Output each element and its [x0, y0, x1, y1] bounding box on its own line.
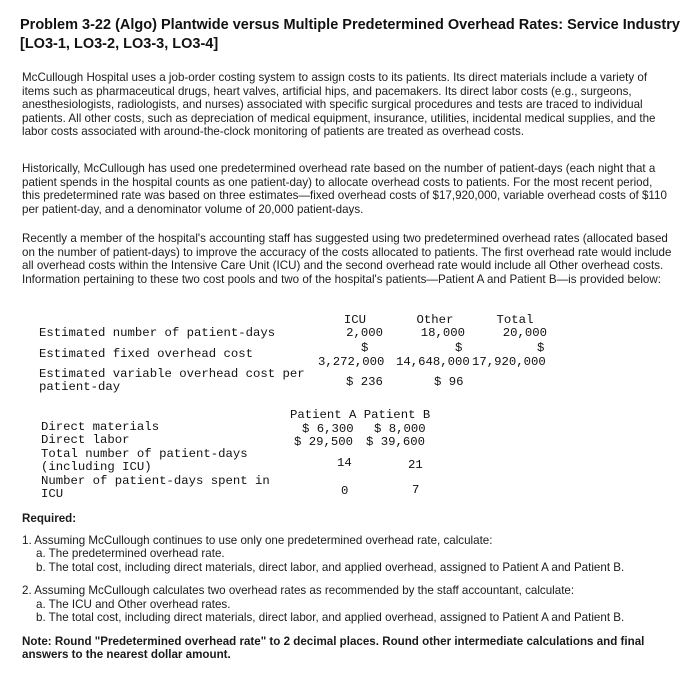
icu-patient-days: 2,000: [346, 326, 383, 340]
patient-a-icu-days: 0: [341, 484, 349, 498]
other-patient-days: 18,000: [420, 326, 465, 340]
required-heading: Required:: [22, 512, 77, 525]
col-header-other: Other: [416, 313, 454, 327]
row-label-icu-days-2: ICU: [41, 487, 64, 501]
paragraph-history: Historically, McCullough has used one predetermined overhead rate based on the number of patient-days (each night that a patient spends in the hospital counts as one patient-day) to allocate overhead costs to patients. For the most recent period, this predetermined rate was based on three estimates—fixed overhead costs of $17,920,000, variable overhead costs of $110 per patient-day, and a denominator volume of 20,000 patient-days.: [22, 162, 667, 216]
question-2a: a. The ICU and Other overhead rates.: [36, 597, 231, 611]
row-label-total-patient-days-1: Total number of patient-days: [41, 447, 248, 461]
patient-a-direct-materials: $ 6,300: [302, 422, 354, 436]
patient-b-direct-labor: $ 39,600: [366, 435, 426, 449]
row-label-variable-overhead-1: Estimated variable overhead cost per: [39, 367, 305, 381]
question-1a: a. The predetermined overhead rate.: [36, 547, 225, 560]
question-1b: b. The total cost, including direct materials, direct labor, and applied overhead, assigned to Patient A and Patient B.: [36, 560, 625, 574]
other-fixed-dollar-sign: $: [455, 341, 463, 355]
total-fixed-dollar-sign: $: [537, 341, 545, 355]
total-fixed-overhead: 17,920,000: [472, 355, 546, 369]
other-fixed-overhead: 14,648,000: [396, 355, 470, 369]
row-label-patient-days: Estimated number of patient-days: [39, 326, 276, 340]
paragraph-intro: McCullough Hospital uses a job-order costing system to assign costs to its patients. Its direct materials include a variety of items such as pharmaceutical drugs, heart valves, artificial hips, and pacemakers. Its direct labor costs (e.g., surgeons, anesthesiologists, radiologists, and nurses) associated with specific surgical procedures and tests are traced to individual patients. All other costs, such as depreciation of medical equipment, insurance, utilities, incidental medical supplies, and the labor costs associated with around-the-clock monitoring of patients are treated as overhead costs.: [22, 71, 656, 139]
problem-title: Problem 3-22 (Algo) Plantwide versus Multiple Predetermined Overhead Rates: Service Industry [LO3-1, LO3-2, LO3-3, LO3-4]: [20, 17, 680, 52]
patient-a-total-days: 14: [337, 456, 352, 470]
paragraph-proposal: Recently a member of the hospital's accounting staff has suggested using two predetermined overhead rates (allocated based on the number of patient-days) to improve the accuracy of the costs allocated to patients. The first overhead rate would include all overhead costs within the Intensive Care Unit (ICU) and the second overhead rate would include all Other overhead costs. Information pertaining to these two cost pools and two of the hospital's patients—Patient A and Patient B—is provided below:: [22, 232, 672, 286]
row-label-icu-days-1: Number of patient-days spent in: [41, 474, 270, 488]
col-header-total: Total: [496, 313, 534, 327]
required-section: [22, 512, 672, 662]
row-label-fixed-overhead: Estimated fixed overhead cost: [39, 347, 254, 361]
patient-a-direct-labor: $ 29,500: [294, 435, 354, 449]
row-label-variable-overhead-2: patient-day: [39, 380, 121, 394]
patient-b-direct-materials: $ 8,000: [374, 422, 426, 436]
other-variable-overhead-rate: $ 96: [434, 375, 464, 389]
icu-fixed-dollar-sign: $: [361, 341, 369, 355]
patient-headers: Patient A Patient B: [290, 408, 431, 422]
question-1: 1. Assuming McCullough continues to use only one predetermined overhead rate, calculate:: [22, 533, 493, 547]
row-label-direct-labor: Direct labor: [41, 433, 130, 447]
icu-fixed-overhead: 3,272,000: [318, 355, 385, 369]
total-patient-days: 20,000: [502, 326, 547, 340]
patient-b-total-days: 21: [408, 458, 423, 472]
question-2: 2. Assuming McCullough calculates two overhead rates as recommended by the staff accountant, calculate:: [22, 584, 575, 597]
row-label-direct-materials: Direct materials: [41, 420, 160, 434]
rounding-note: Note: Round "Predetermined overhead rate" to 2 decimal places. Round other intermediate calculations and final answers to the nearest dollar amount.: [22, 634, 645, 661]
col-header-icu: ICU: [343, 313, 367, 327]
row-label-total-patient-days-2: (including ICU): [41, 460, 152, 474]
question-2b: b. The total cost, including direct materials, direct labor, and applied overhead, assigned to Patient A and Patient B.: [36, 611, 625, 624]
icu-variable-overhead-rate: $ 236: [346, 375, 383, 389]
patient-b-icu-days: 7: [412, 483, 420, 497]
